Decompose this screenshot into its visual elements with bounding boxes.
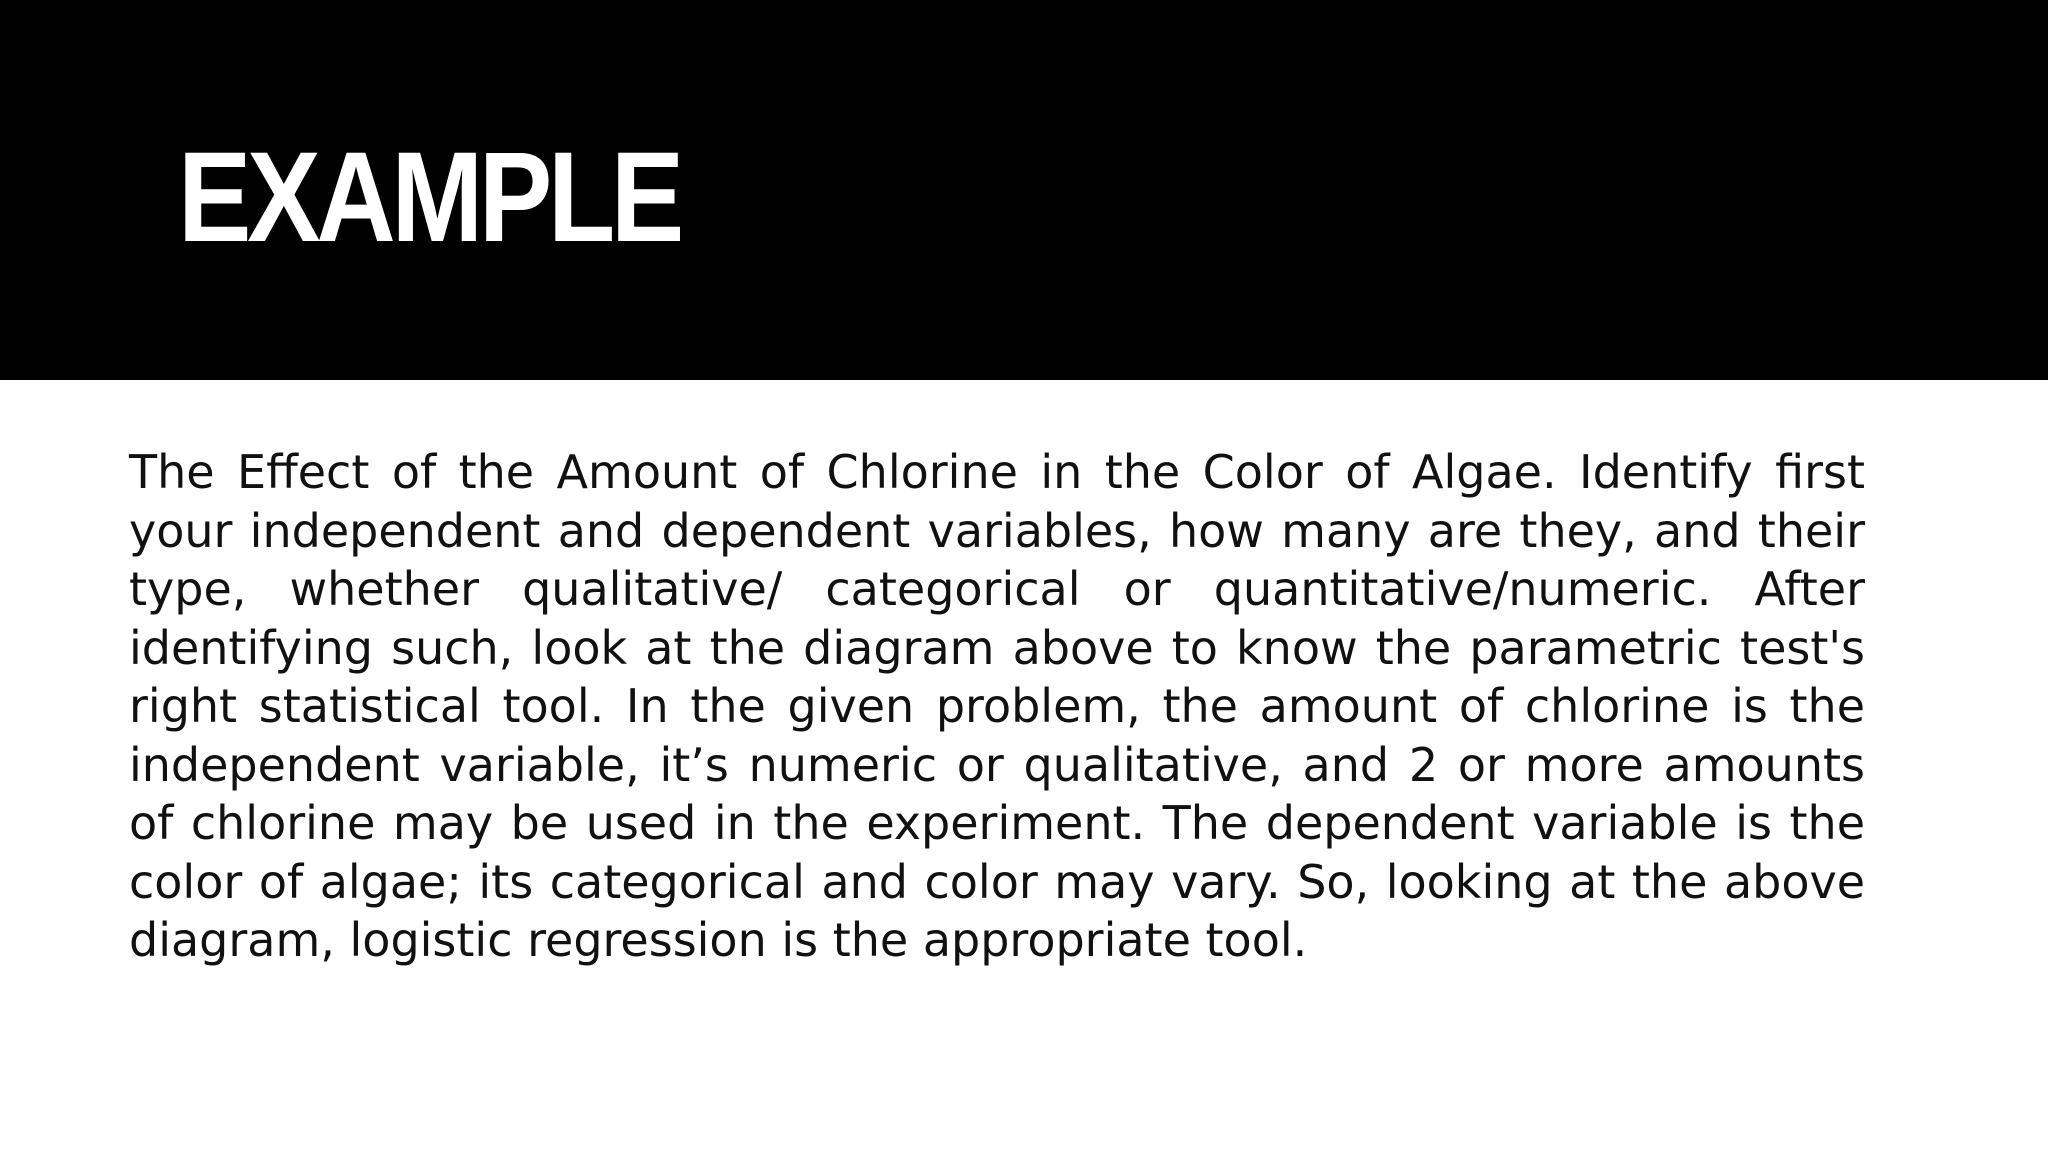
title-band [0, 0, 2048, 380]
slide-title: EXAMPLE [178, 126, 681, 269]
body-paragraph: The Effect of the Amount of Chlorine in the Color of Algae. Identify first your independent and dependent variables, how many are they, and their type, whether qualitative/ categorical or quantitative/numeric. After identifying such, look at the diagram above to know the parametric test's right statistical tool. In the given problem, the amount of chlorine is the independent variable, it’s numeric or qualitative, and 2 or more amounts of chlorine may be used in the experiment. The dependent variable is the color of algae; its categorical and color may vary. So, looking at the above diagram, logistic regression is the appropriate tool. [129, 445, 1865, 967]
